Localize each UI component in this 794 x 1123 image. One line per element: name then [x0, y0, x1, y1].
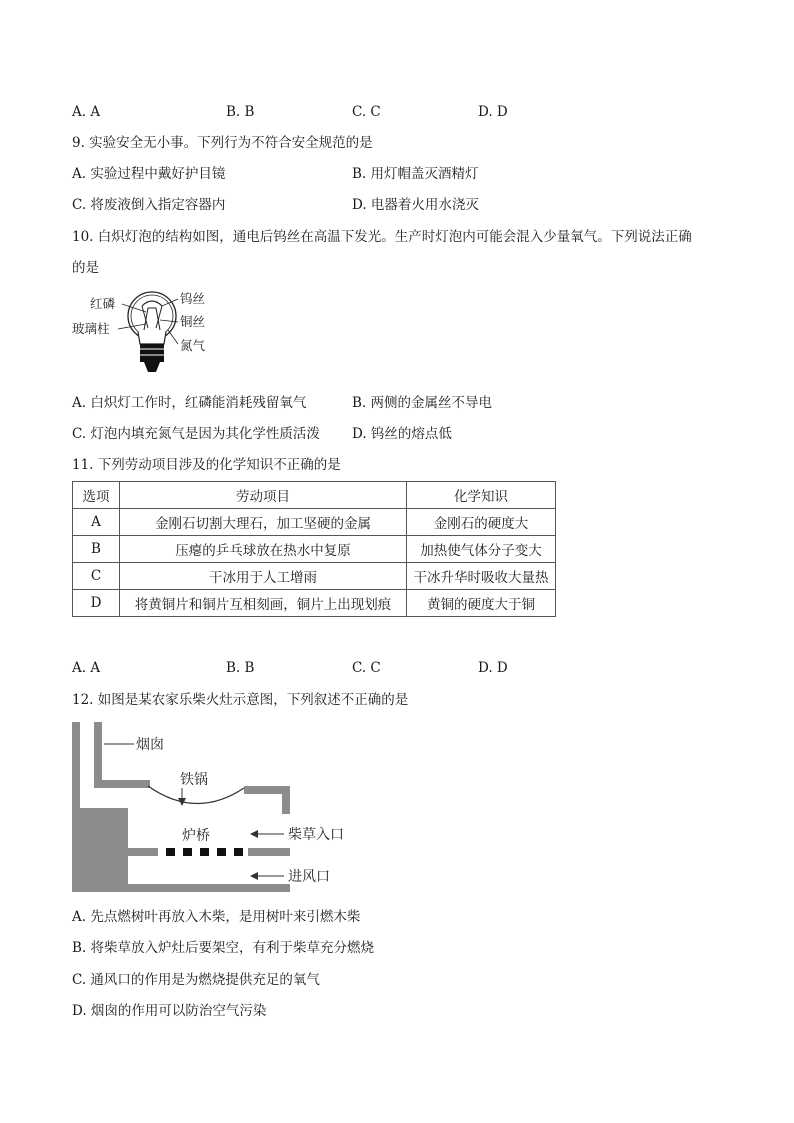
q10-option-c[interactable]: C. 灯泡内填充氮气是因为其化学性质活泼 — [72, 426, 320, 442]
q8-option-b[interactable]: B. B — [226, 104, 255, 120]
label-iron-pot: 铁锅 — [180, 772, 208, 788]
q8-option-d[interactable]: D. D — [478, 104, 508, 120]
q12-option-b[interactable]: B. 将柴草放入炉灶后要架空，有利于柴草充分燃烧 — [72, 940, 375, 956]
table-header-cell: 选项 — [73, 482, 120, 509]
q11-option-b[interactable]: B. B — [226, 660, 255, 676]
table-cell: 干冰用于人工增雨 — [120, 563, 407, 590]
q10-option-b[interactable]: B. 两侧的金属丝不导电 — [352, 395, 493, 411]
stove-figure — [72, 722, 372, 894]
label-tungsten: 钨丝 — [180, 291, 206, 306]
table-cell: B — [73, 536, 120, 563]
table-cell: A — [73, 509, 120, 536]
q9-stem: 9. 实验安全无小事。下列行为不符合安全规范的是 — [72, 135, 373, 151]
q9-option-d[interactable]: D. 电器着火用水浇灭 — [352, 197, 479, 213]
q11-option-c[interactable]: C. C — [352, 660, 381, 676]
table-row — [73, 536, 556, 563]
table-cell: D — [73, 590, 120, 617]
table-cell: 干冰升华时吸收大量热 — [407, 563, 556, 590]
table-header-cell: 化学知识 — [407, 482, 556, 509]
q12-stem: 12. 如图是某农家乐柴火灶示意图，下列叙述不正确的是 — [72, 692, 409, 708]
label-nitrogen: 氮气 — [180, 338, 206, 353]
table-cell: 金刚石的硬度大 — [407, 509, 556, 536]
table-cell: 将黄铜片和铜片互相刻画，铜片上出现划痕 — [120, 590, 407, 617]
label-copper: 铜丝 — [180, 314, 206, 329]
grate-icon — [166, 848, 243, 856]
q9-option-a[interactable]: A. 实验过程中戴好护目镜 — [72, 166, 226, 182]
light-bulb-figure — [70, 286, 230, 382]
label-red-phosphorus: 红磷 — [90, 296, 116, 311]
table-row — [73, 590, 556, 617]
label-air-inlet: 进风口 — [288, 869, 330, 885]
table-row — [73, 563, 556, 590]
label-grate: 炉桥 — [182, 828, 210, 844]
q8-option-a[interactable]: A. A — [72, 104, 101, 120]
table-cell: 金刚石切割大理石，加工坚硬的金属 — [120, 509, 407, 536]
table-header-row — [73, 482, 556, 509]
table-cell: 压瘪的乒乓球放在热水中复原 — [120, 536, 407, 563]
label-chimney: 烟囱 — [136, 737, 164, 753]
q12-option-a[interactable]: A. 先点燃树叶再放入木柴，是用树叶来引燃木柴 — [72, 909, 361, 925]
q10-stem-line1: 10. 白炽灯泡的结构如图，通电后钨丝在高温下发光。生产时灯泡内可能会混入少量氧气。下列说法正确 — [72, 229, 692, 245]
q9-option-c[interactable]: C. 将废液倒入指定容器内 — [72, 197, 226, 213]
q9-option-b[interactable]: B. 用灯帽盖灭酒精灯 — [352, 166, 479, 182]
iron-pot-icon — [148, 786, 244, 804]
q10-option-a[interactable]: A. 白炽灯工作时，红磷能消耗残留氧气 — [72, 395, 307, 411]
q11-option-a[interactable]: A. A — [72, 660, 101, 676]
label-glass-column: 玻璃柱 — [72, 321, 110, 336]
table-cell: C — [73, 563, 120, 590]
q8-option-c[interactable]: C. C — [352, 104, 381, 120]
q11-option-d[interactable]: D. D — [478, 660, 508, 676]
q10-stem-line2: 的是 — [72, 260, 99, 276]
chimney-icon — [94, 722, 102, 788]
table-row — [73, 509, 556, 536]
q12-option-c[interactable]: C. 通风口的作用是为燃烧提供充足的氧气 — [72, 972, 320, 988]
q12-option-d[interactable]: D. 烟囱的作用可以防治空气污染 — [72, 1003, 267, 1019]
bulb-base-icon — [140, 344, 164, 362]
table-cell: 加热使气体分子变大 — [407, 536, 556, 563]
q11-stem: 11. 下列劳动项目涉及的化学知识不正确的是 — [72, 457, 341, 473]
table-cell: 黄铜的硬度大于铜 — [407, 590, 556, 617]
label-fuel-inlet: 柴草入口 — [288, 827, 344, 843]
firebox-icon — [72, 808, 128, 892]
q11-table — [72, 481, 556, 617]
table-header-cell: 劳动项目 — [120, 482, 407, 509]
q10-option-d[interactable]: D. 钨丝的熔点低 — [352, 426, 452, 442]
